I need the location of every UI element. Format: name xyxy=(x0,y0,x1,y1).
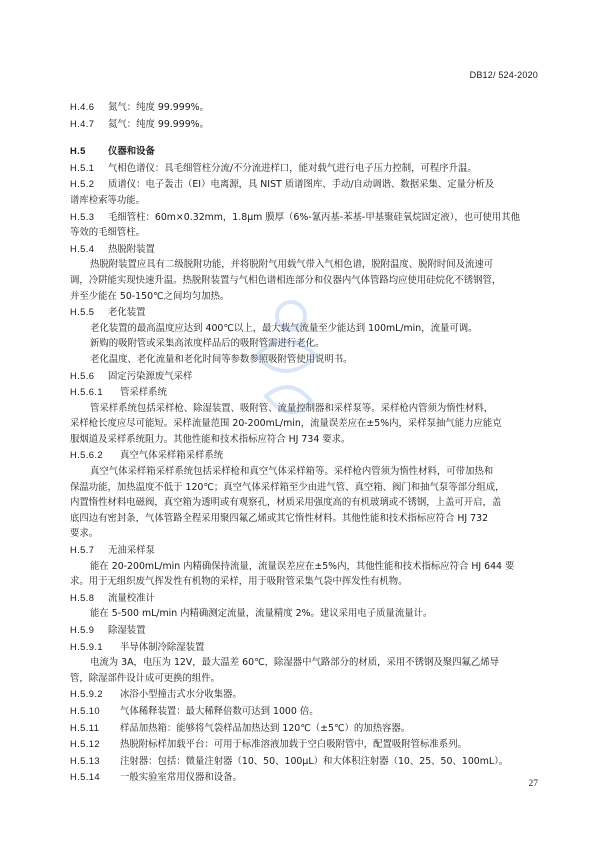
clause-title: 老化装置 xyxy=(108,307,146,319)
clause-number: H.5.1 xyxy=(70,161,95,173)
paragraph-line: 并至少能在 50-150℃之间均匀加热。 xyxy=(70,290,230,302)
paragraph-line: 热脱附装置应具有二级脱附功能，并将脱附气用载气带入气相色谱，脱附温度、脱附时间及流速可 xyxy=(90,259,494,271)
standard-number: DB12/ 524-2020 xyxy=(469,70,538,80)
clause-number: H.5.14 xyxy=(70,771,101,783)
clause-h-4-6 xyxy=(70,99,538,116)
clause-text: 质谱仪：电子轰击（EI）电离源，具 NIST 质谱图库、手动/自动调谐、数据采集、定量分析及 xyxy=(108,179,495,191)
clause-h-4-7 xyxy=(70,116,538,133)
clause-text: 毛细管柱：60m×0.32mm，1.8μm 膜厚（6%-氰丙基-苯基-甲基聚硅氧烷固定液），也可使用其他 xyxy=(108,211,520,223)
watermark-logo xyxy=(236,286,336,436)
section-heading-h-5 xyxy=(70,143,538,160)
paragraph-line: 内置惰性材料电磁阀，真空箱为透明或有观察孔，材质采用强度高的有机玻璃或不锈钢，上盖可开启，盖 xyxy=(70,497,502,509)
clause-title: 管采样系统 xyxy=(120,387,167,399)
clause-number: H.5.8 xyxy=(70,591,95,603)
paragraph-line: 管，除湿部件设计成可更换的组件。 xyxy=(70,672,221,684)
clause-text: 氮气：纯度 99.999%。 xyxy=(108,102,209,113)
clause-text: 热脱附标样加载平台：可用于标准溶液加载于空白吸附管中，配置吸附管标准系列。 xyxy=(120,739,467,751)
clause-h-5-9-1 xyxy=(70,639,538,656)
paragraph-line: 新购的吸附管或采集高浓度样品后的吸附管需进行老化。 xyxy=(90,338,325,350)
clause-continuation: 等效的毛细管柱。 xyxy=(70,227,146,239)
clause-h-5-9 xyxy=(70,622,538,639)
clause-number: H.5.4 xyxy=(70,242,95,254)
watermark-swirl-lower xyxy=(266,387,311,412)
document-body xyxy=(70,99,538,786)
clause-number: H.5.7 xyxy=(70,544,95,556)
clause-h-5-9-2 xyxy=(70,686,538,703)
clause-number: H.5.5 xyxy=(70,306,95,318)
clause-h-5-3 xyxy=(70,209,538,226)
paragraph-line: 能在 20-200mL/min 内精确保持流量，流量误差应在±5%内，其他性能和技术指标应符合 HJ 644 要 xyxy=(90,560,515,572)
clause-title: 除湿装置 xyxy=(108,625,146,636)
clause-title: 无油采样泵 xyxy=(108,545,155,557)
paragraph-line: 调，冷阱能实现快速升温。热脱附装置与气相色谱相连部分和仪器内气体管路均应使用硅烷化不锈钢管， xyxy=(70,274,502,286)
clause-continuation: 谱库检索等功能。 xyxy=(70,194,146,206)
clause-h-5-13 xyxy=(70,753,538,770)
section-number: H.5 xyxy=(70,145,86,157)
clause-number: H.5.13 xyxy=(70,754,101,766)
clause-h-5-7 xyxy=(70,542,538,559)
clause-title: 固定污染源废气采样 xyxy=(108,370,193,382)
paragraph-line: 真空气体采样箱采样系统包括采样枪和真空气体采样箱等。采样枪内管须为惰性材料，可带加热和 xyxy=(90,466,494,478)
paragraph-line: 采样枪长度应尽可能短。采样流量范围 20-200mL/min，流量误差应在±5%内，采样泵抽气能力应能克 xyxy=(70,418,502,430)
clause-number: H.5.6 xyxy=(70,369,95,381)
clause-number: H.5.2 xyxy=(70,178,95,190)
paragraph-line: 电流为 3A，电压为 12V，最大温差 60℃，除湿器中气路部分的材质，采用不锈钢及聚四氟乙烯导 xyxy=(90,657,499,669)
clause-number: H.5.12 xyxy=(70,738,101,750)
clause-title: 真空气体采样箱采样系统 xyxy=(120,450,224,462)
clause-text: 氦气：纯度 99.999%。 xyxy=(108,118,209,130)
clause-text: 冰浴小型撞击式水分收集器。 xyxy=(120,689,242,701)
watermark-ring xyxy=(277,302,305,330)
paragraph-line: 老化装置的最高温度应达到 400℃以上，最大载气流量至少能达到 100mL/min，流量可调。 xyxy=(90,322,478,334)
clause-h-5-8 xyxy=(70,590,538,607)
clause-number: H.5.3 xyxy=(70,210,95,222)
clause-number: H.5.6.2 xyxy=(70,449,104,461)
clause-h-5-2 xyxy=(70,176,538,193)
paragraph-line: 能在 5-500 mL/min 内精确测定流量，流量精度 2%。建议采用电子质量流量计。 xyxy=(90,608,433,620)
clause-title: 热脱附装置 xyxy=(108,243,155,255)
clause-h-5-6-2 xyxy=(70,447,538,464)
clause-number: H.5.10 xyxy=(70,704,101,716)
clause-text: 样品加热箱：能够将气袋样品加热达到 120℃（±5℃）的加热容器。 xyxy=(120,722,411,734)
paragraph-line: 求。用于无组织废气挥发性有机物的采样，用于吸附管采集气袋中挥发性有机物。 xyxy=(70,576,408,588)
clause-h-5-1 xyxy=(70,160,538,177)
paragraph-line: 要求。 xyxy=(70,528,99,540)
paragraph-line: 保温功能，加热温度不低于 120℃；真空气体采样箱至少由进气管、真空箱、阀门和抽气泵等部分组成， xyxy=(70,481,505,493)
clause-number: H.5.9.2 xyxy=(70,688,104,700)
paragraph-line: 底四边有密封条，气体管路全程采用聚四氟乙烯或其它惰性材料。其他性能和技术指标应符合 HJ 732 xyxy=(70,512,489,524)
clause-title: 半导体制冷除湿装置 xyxy=(120,641,205,653)
clause-number: H.5.9.1 xyxy=(70,640,104,652)
clause-number: H.4.6 xyxy=(70,101,95,112)
clause-h-5-14 xyxy=(70,769,538,786)
paragraph-line: 管采样系统包括采样枪、除湿装置、吸附管、流量控制器和采样泵等。采样枪内管须为惰性材料， xyxy=(90,402,494,414)
paragraph-line: 老化温度、老化流量和老化时间等参数参照吸附管使用说明书。 xyxy=(90,353,353,365)
clause-number: H.5.9 xyxy=(70,624,95,635)
watermark-swirl xyxy=(256,341,316,371)
clause-number: H.5.6.1 xyxy=(70,386,104,398)
clause-h-5-11 xyxy=(70,720,538,737)
clause-title: 流量校准计 xyxy=(108,592,155,604)
clause-text: 一般实验室常用仪器和设备。 xyxy=(120,772,242,784)
clause-text: 气相色谱仪：具毛细管柱分流/不分流进样口，能对载气进行电子压力控制，可程序升温。 xyxy=(108,162,477,174)
clause-h-5-12 xyxy=(70,736,538,753)
clause-text: 气体稀释装置：最大稀释倍数可达到 1000 倍。 xyxy=(120,705,319,717)
clause-number: H.4.7 xyxy=(70,117,95,129)
page-number: 27 xyxy=(528,779,538,789)
paragraph-line: 服烟道及采样系统阻力。其他性能和技术指标应符合 HJ 734 要求。 xyxy=(70,433,351,445)
clause-text: 注射器：包括：微量注射器（10、50、100μL）和大体积注射器（10、25、50、100mL）。 xyxy=(120,755,509,767)
clause-h-5-10 xyxy=(70,703,538,720)
section-title: 仪器和设备 xyxy=(108,146,155,158)
clause-number: H.5.11 xyxy=(70,721,100,733)
clause-h-5-4 xyxy=(70,241,538,258)
